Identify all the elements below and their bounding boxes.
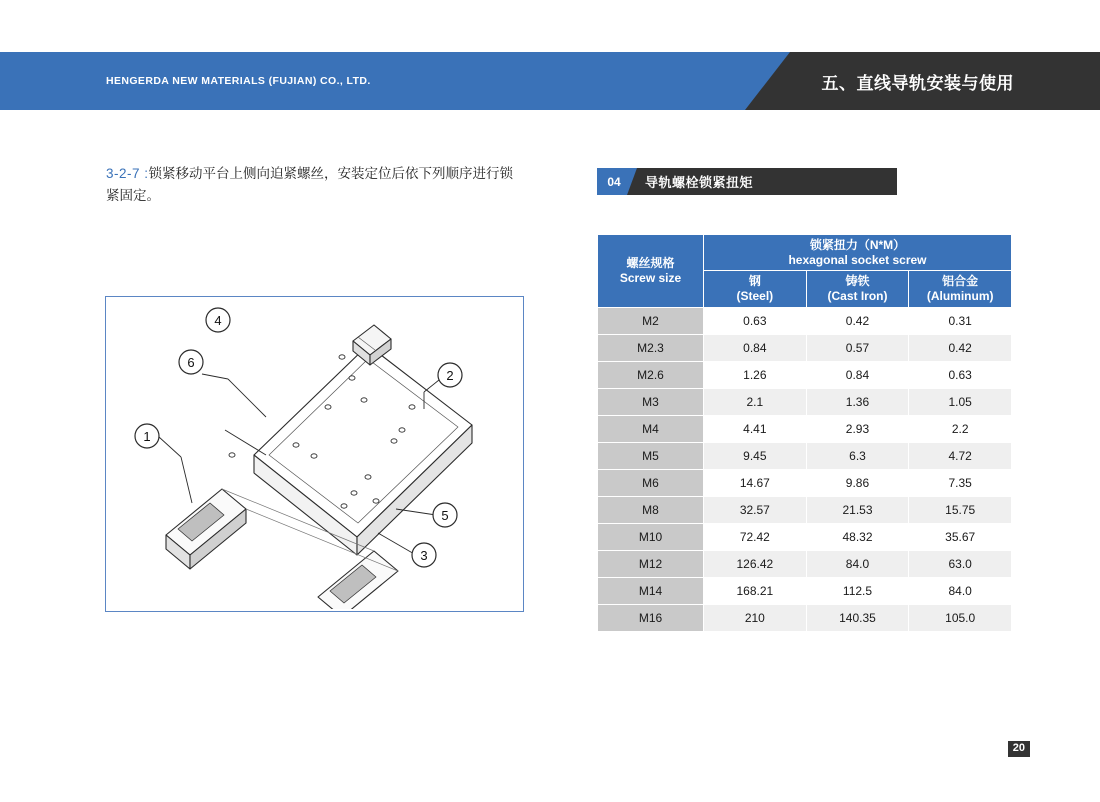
cell-cast-iron: 9.86	[806, 470, 909, 497]
callout-label-1: 1	[143, 429, 151, 444]
page-number: 20	[1008, 741, 1030, 757]
cell-aluminum: 0.31	[909, 308, 1012, 335]
cell-steel: 2.1	[704, 389, 807, 416]
linear-guide-diagram	[106, 297, 521, 609]
section-number: 04	[607, 174, 621, 189]
col-header-cast-iron-en: (Cast Iron)	[827, 289, 888, 303]
cell-aluminum: 35.67	[909, 524, 1012, 551]
col-header-cast-iron-cn: 铸铁	[845, 274, 870, 288]
table-row	[598, 470, 1012, 497]
cell-aluminum: 2.2	[909, 416, 1012, 443]
cell-steel: 210	[704, 605, 807, 632]
cell-screw-size: M2	[598, 308, 704, 335]
cell-screw-size: M14	[598, 578, 704, 605]
table-row	[598, 362, 1012, 389]
section-header-bar	[597, 168, 897, 195]
cell-screw-size: M4	[598, 416, 704, 443]
callout-label-6: 6	[187, 355, 195, 370]
instruction-note	[106, 163, 526, 207]
callout-label-3: 3	[420, 548, 428, 563]
cell-screw-size: M12	[598, 551, 704, 578]
section-title: 导轨螺栓锁紧扭矩	[645, 175, 754, 190]
col-header-steel-en: (Steel)	[736, 289, 774, 303]
cell-screw-size: M3	[598, 389, 704, 416]
col-header-steel	[704, 271, 807, 308]
cell-cast-iron: 48.32	[806, 524, 909, 551]
table-row	[598, 389, 1012, 416]
col-header-aluminum-en: (Aluminum)	[926, 289, 994, 303]
table-header-row-1	[598, 235, 1012, 271]
cell-steel: 126.42	[704, 551, 807, 578]
table-row	[598, 443, 1012, 470]
cell-screw-size: M2.6	[598, 362, 704, 389]
cell-cast-iron: 1.36	[806, 389, 909, 416]
col-header-cast-iron	[806, 271, 909, 308]
callout-label-5: 5	[441, 508, 449, 523]
col-header-screw-size-cn: 螺丝规格	[626, 256, 675, 270]
cell-aluminum: 15.75	[909, 497, 1012, 524]
cell-aluminum: 84.0	[909, 578, 1012, 605]
cell-cast-iron: 0.84	[806, 362, 909, 389]
cell-steel: 9.45	[704, 443, 807, 470]
cell-cast-iron: 84.0	[806, 551, 909, 578]
cell-screw-size: M16	[598, 605, 704, 632]
cell-screw-size: M5	[598, 443, 704, 470]
cell-aluminum: 4.72	[909, 443, 1012, 470]
note-text: 锁紧移动平台上侧向迫紧螺丝，安装定位后依下列顺序进行锁紧固定。	[106, 166, 514, 203]
page-header	[0, 52, 1100, 110]
col-header-aluminum-cn: 铝合金	[942, 274, 979, 288]
cell-steel: 168.21	[704, 578, 807, 605]
callout-label-2: 2	[446, 368, 454, 383]
cell-steel: 4.41	[704, 416, 807, 443]
cell-steel: 1.26	[704, 362, 807, 389]
assembly-figure	[105, 296, 524, 612]
callout-label-4: 4	[214, 313, 222, 328]
cell-cast-iron: 2.93	[806, 416, 909, 443]
cell-screw-size: M6	[598, 470, 704, 497]
cell-cast-iron: 0.57	[806, 335, 909, 362]
cell-cast-iron: 6.3	[806, 443, 909, 470]
col-header-torque-group	[704, 235, 1012, 271]
table-row	[598, 605, 1012, 632]
cell-aluminum: 63.0	[909, 551, 1012, 578]
cell-aluminum: 0.63	[909, 362, 1012, 389]
col-header-screw-size-en: Screw size	[619, 271, 682, 285]
cell-steel: 32.57	[704, 497, 807, 524]
cell-aluminum: 105.0	[909, 605, 1012, 632]
cell-steel: 72.42	[704, 524, 807, 551]
cell-cast-iron: 21.53	[806, 497, 909, 524]
cell-screw-size: M8	[598, 497, 704, 524]
cell-screw-size: M10	[598, 524, 704, 551]
table-row	[598, 335, 1012, 362]
cell-steel: 0.63	[704, 308, 807, 335]
cell-aluminum: 0.42	[909, 335, 1012, 362]
chapter-title: 五、直线导轨安装与使用	[821, 73, 1014, 93]
col-header-steel-cn: 钢	[748, 274, 761, 288]
table-row	[598, 524, 1012, 551]
table-row	[598, 416, 1012, 443]
table-row	[598, 308, 1012, 335]
col-header-screw-size	[598, 235, 704, 308]
table-row	[598, 497, 1012, 524]
table-row	[598, 551, 1012, 578]
cell-cast-iron: 112.5	[806, 578, 909, 605]
torque-table	[597, 234, 1012, 632]
table-body	[598, 308, 1012, 632]
col-header-torque-en: hexagonal socket screw	[788, 252, 927, 267]
cell-steel: 0.84	[704, 335, 807, 362]
cell-aluminum: 1.05	[909, 389, 1012, 416]
col-header-aluminum	[909, 271, 1012, 308]
cell-screw-size: M2.3	[598, 335, 704, 362]
cell-cast-iron: 0.42	[806, 308, 909, 335]
col-header-torque-cn: 锁紧扭力（N*M）	[809, 237, 906, 252]
cell-aluminum: 7.35	[909, 470, 1012, 497]
company-name: HENGERDA NEW MATERIALS (FUJIAN) CO., LTD.	[106, 75, 371, 87]
cell-cast-iron: 140.35	[806, 605, 909, 632]
table-row	[598, 578, 1012, 605]
cell-steel: 14.67	[704, 470, 807, 497]
note-code: 3-2-7 :	[106, 166, 149, 181]
